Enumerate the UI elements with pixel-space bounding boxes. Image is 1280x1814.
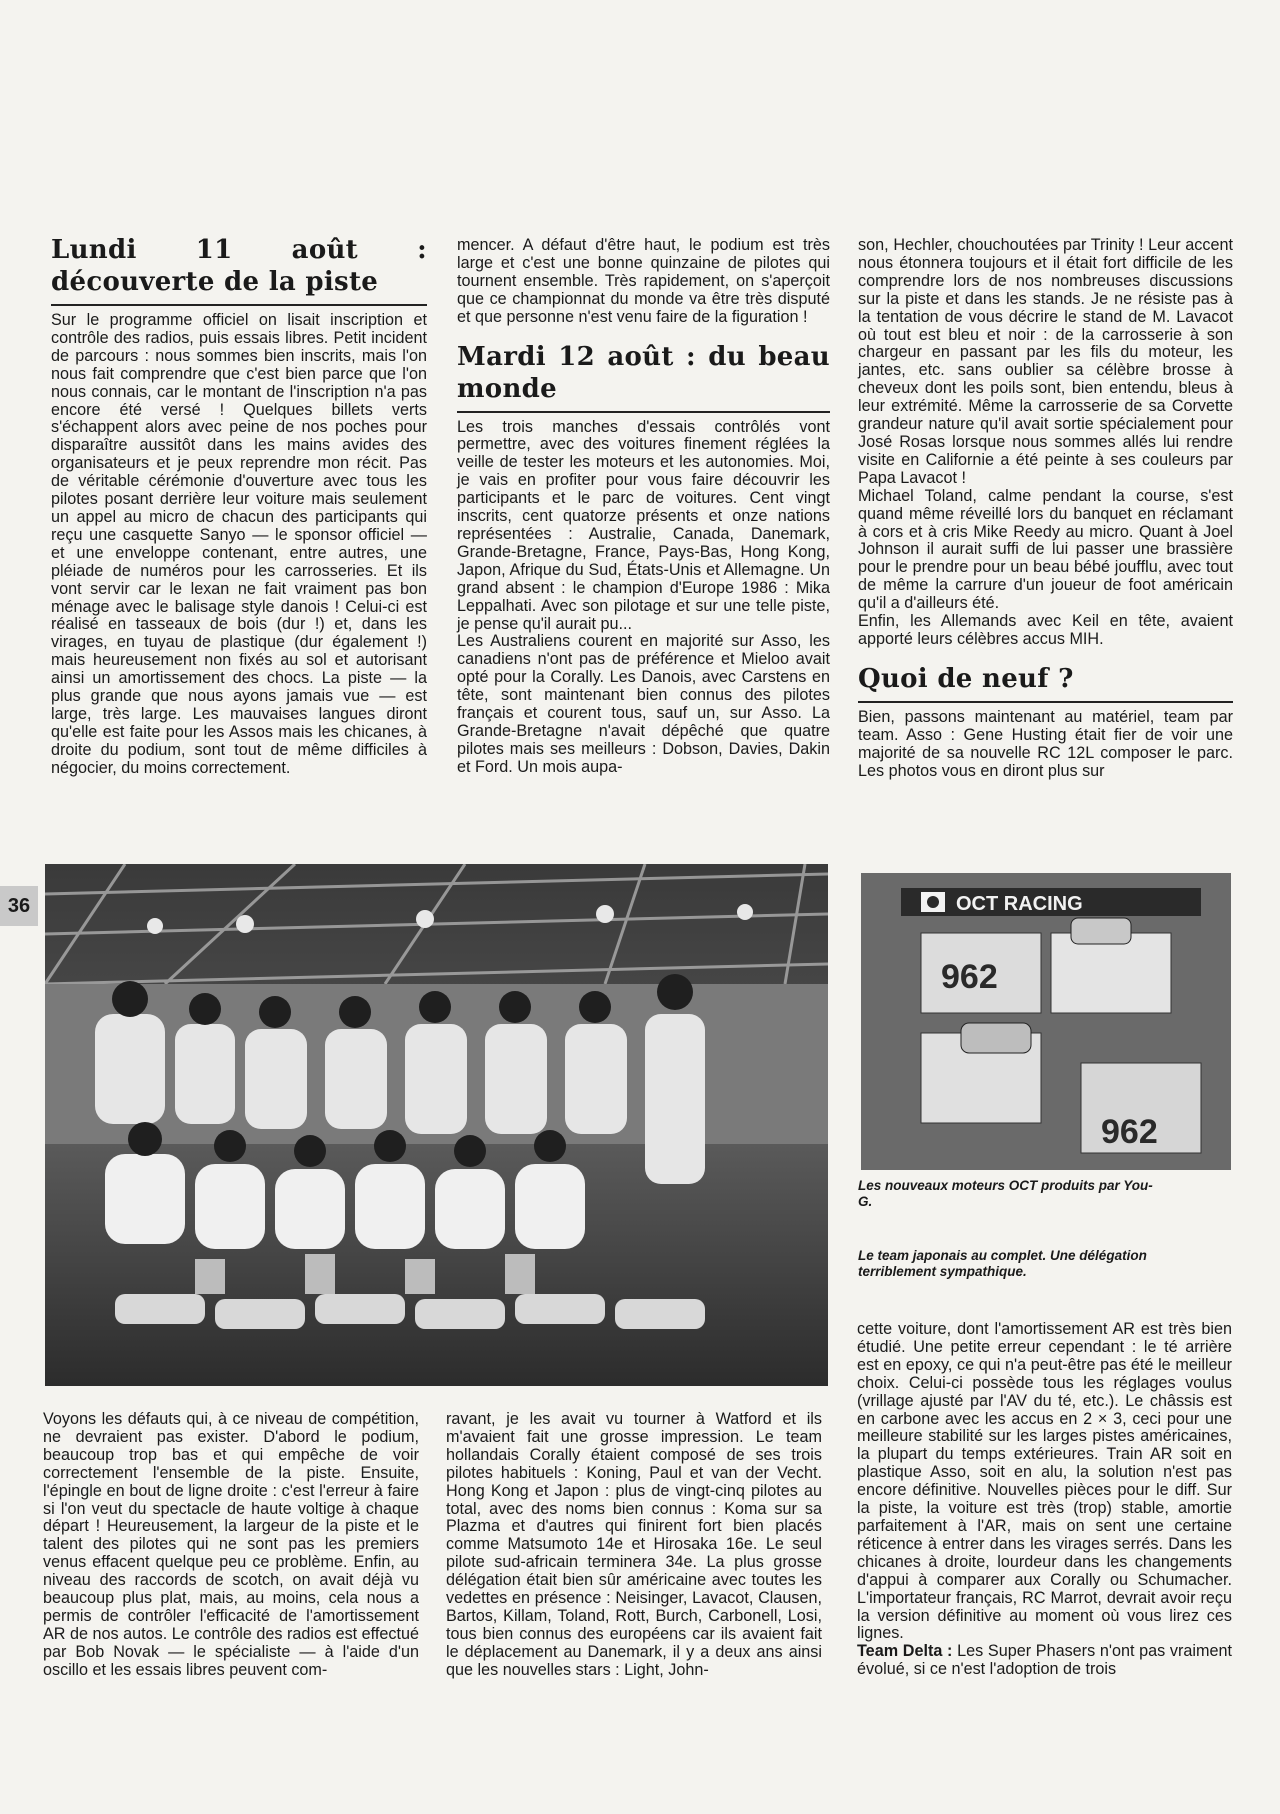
- team-delta-text: Les Super Phasers n'ont pas vraiment évolué, si ce n'est l'adoption de trois: [857, 1642, 1232, 1679]
- paragraph-lundi: Sur le programme officiel on lisait inscription et contrôle des radios, puis essais libres. Petit incident de parcours : nous sommes bien inscrits, mais l'on nous fait comprendre que c'est bien parce que l'on nous connais, car le montant de l'inscription n'a pas encore été versé ! Quelques billets verts s'échappent alors avec peine de nos poches pour disparaître aussitôt dans les mains avides des organisateurs et je peux reprendre mon récit. Pas de véritable cérémonie d'ouverture avec tous les pilotes posant derrière leur voiture mais seulement un appel au micro de chacun des participants qui reçu une casquette Sanyo — le sponsor officiel — et une enveloppe contenant, entre autres, une pléiade de numéros pour les carrosseries. Et ils vont servir car le lexan ne fait vraiment pas bon ménage avec le balisage style danois ! Celui-ci est réalisé en tasseaux de bois (dur !) et, dans les virages, en tuyau de plastique (dur également !) mais heureusement non fixés au sol et autorisant ainsi un amortissement des chocs. La piste — la plus grande que nous ayons jamais vue — est large, très large. Les mauvaises langues diront qu'elle est faite pour les Assos mais les chicanes, à droite du podium, sont tout de même difficiles à négocier, du moins correctement.: [51, 311, 427, 777]
- paragraph-col3-2: Michael Toland, calme pendant la course, s'est quand même réveillé lors du banquet en réclamant à cors et à cris Mike Reedy au micro. Quant à Joel Johnson il aurait suffi de lui passer une brassière pour le prendre pour un beau bébé joufflu, avec tout de même la carrure d'un joueur de foot américain qu'il a d'ailleurs été.: [858, 486, 1233, 613]
- paragraph-col3-1: son, Hechler, chouchoutées par Trinity ! Leur accent nous étonnera toujours et il était fort difficile de les comprendre lors de nos nombreuses discussions sur la piste et dans les stands. Je ne résiste pas à la tentation de vous décrire le stand de M. Lavacot où tout est bleu et noir : de la carrosserie à son chargeur en passant par les fils du moteur, les jantes, etc. sans oublier sa célèbre brosse à cheveux dont les poils sont, bien entendu, bleus à leur extrémité. Même la carrosserie de sa Corvette grandeur nature qu'il avait sortie spécialement pour José Rosas lorsque nous sommes allés lui rendre visite en Californie a été peinte à ses couleurs par Papa Lavacot !: [858, 236, 1233, 487]
- column-3: [858, 237, 1233, 780]
- bottom-column-3: [857, 1321, 1232, 1679]
- box-label-2: 962: [1101, 1113, 1158, 1151]
- paragraph-bottom-col2: ravant, je les avait vu tourner à Watford et ils m'avaient fait une grosse impression. Le team hollandais Corally étaient composé de ses trois pilotes habituels : Koning, Paul et van der Vecht. Hong Kong et Japon : plus de vingt-cinq pilotes au total, avec des noms bien connus : Koma sur sa Plazma et d'autres qui finirent fort bien placés comme Matsumoto 14e et Hirosaka 16e. Le seul pilote sud-africain terminera 34e. La plus grosse délégation était bien sûr américaine avec toutes les vedettes en présence : Neisinger, Lavacot, Clausen, Bartos, Killam, Toland, Rott, Burch, Carbonell, Losi, tous bien connus des européens car ils avaient fait le déplacement au Danemark, il y a deux ans ainsi que les nouvelles stars : Light, John-: [446, 1410, 822, 1679]
- paragraph-bottom-col3: cette voiture, dont l'amortissement AR est très bien étudié. Une petite erreur cependant : le té arrière est en epoxy, ce qui n'a peut-être pas été le meilleur choix. Celui-ci possède tous les réglages voulus (vrillage ajusté par l'AV du té, etc.). Le châssis est en carbone avec les accus en 2 × 3, ceci pour une meilleure stabilité sur les larges pistes américaines, la plupart du temps extérieures. Train AR soit en plastique Asso, soit en alu, la solution n'est pas encore définitive. Nouvelles pièces pour le diff. Sur la piste, la voiture est très (trop) stable, amortie parfaitement à l'AR, mais on sent une certaine réticence à entrer dans les virages serrés. Dans les chicanes à droite, lourdeur dans les changements d'appui à comparer aux Corally ou Schumacher. L'importateur français, RC Marrot, devrait avoir reçu la version définitive au moment où vous lirez ces lignes.: [857, 1320, 1232, 1643]
- column-2: [457, 237, 830, 777]
- paragraph-mardi-2: Les Australiens courent en majorité sur Asso, les canadiens n'ont pas de préférence et Mieloo avait opté pour la Corally. Les Danois, avec Carstens en tête, sont maintenant bien connus des pilotes français et courent tous, sauf un, sur Asso. La Grande-Bretagne n'avait dépêché que quatre pilotes mais ses meilleurs : Dobson, Davies, Dakin et Ford. Un mois aupa-: [457, 632, 830, 776]
- paragraph-bottom-col1: Voyons les défauts qui, à ce niveau de compétition, ne devraient pas exister. D'abord le podium, beaucoup trop bas et qui empêche de voir correctement l'ensemble de la piste. Ensuite, l'épingle en bout de ligne droite : c'est l'erreur à faire si l'on veut du spectacle de haute voltige à chaque départ ! Heureusement, la largeur de la piste et le talent des pilotes qui ne sont pas les premiers venus effacent quelque peu ce problème. Enfin, au niveau des raccords de scotch, on avait déjà vu beaucoup plus plat, mais, au moins, cela nous a permis de contrôler l'efficacité de l'amortissement AR de nos autos. Le contrôle des radios est effectué par Bob Novak — le spécialiste — à l'aide d'un oscillo et les essais libres peuvent com-: [43, 1410, 419, 1679]
- paragraph-col3-3: Enfin, les Allemands avec Keil en tête, avaient apporté leurs célèbres accus MIH.: [858, 612, 1233, 648]
- oct-racing-banner: OCT RACING: [956, 893, 1083, 915]
- caption-team: Le team japonais au complet. Une délégation terriblement sympathique.: [858, 1248, 1147, 1279]
- heading-quoi-de-neuf: Quoi de neuf ?: [858, 663, 1233, 703]
- caption-motors: Les nouveaux moteurs OCT produits par You-G.: [858, 1178, 1153, 1209]
- bottom-column-1: [43, 1411, 419, 1680]
- motors-photo-image: [861, 873, 1231, 1170]
- paragraph-quoi-de-neuf: Bien, passons maintenant au matériel, team par team. Asso : Gene Husting était fier de voir une majorité de sa nouvelle RC 12L composer le parc. Les photos vous en diront plus sur: [858, 707, 1233, 780]
- team-delta-label: Team Delta :: [857, 1642, 953, 1661]
- team-photo-image: [45, 864, 828, 1386]
- bottom-column-2: [446, 1411, 822, 1680]
- paragraph-mardi-1: Les trois manches d'essais contrôlés vont permettre, avec des voitures finement réglées la veille de tester les moteurs et les autonomies. Moi, je vais en profiter pour vous faire découvrir les participants et le parc de voitures. Cent vingt inscrits, cent quatorze présents et onze nations représentées : Australie, Canada, Danemark, Grande-Bretagne, France, Pays-Bas, Hong Kong, Japon, Afrique du Sud, États-Unis et Allemagne. Un grand absent : le champion d'Europe 1986 : Mika Leppalhati. Avec son pilotage et sur une telle piste, je pense qu'il aurait pu...: [457, 417, 830, 633]
- column-1: [51, 234, 427, 778]
- heading-lundi: Lundi 11 août : découverte de la piste: [51, 234, 427, 306]
- heading-mardi: Mardi 12 août : du beau monde: [457, 341, 830, 413]
- paragraph-col2-intro: mencer. A défaut d'être haut, le podium est très large et c'est une bonne quinzaine de pilotes qui tournent ensemble. Très rapidement, on s'aperçoit que ce championnat du monde va être très disputé et que personne n'est venu faire de la figuration !: [457, 236, 830, 326]
- page-number: 36: [0, 886, 38, 926]
- motors-photo: [861, 873, 1231, 1170]
- paragraph-team-delta: [857, 1643, 1232, 1679]
- team-photo: [45, 864, 828, 1386]
- box-label-1: 962: [941, 958, 998, 996]
